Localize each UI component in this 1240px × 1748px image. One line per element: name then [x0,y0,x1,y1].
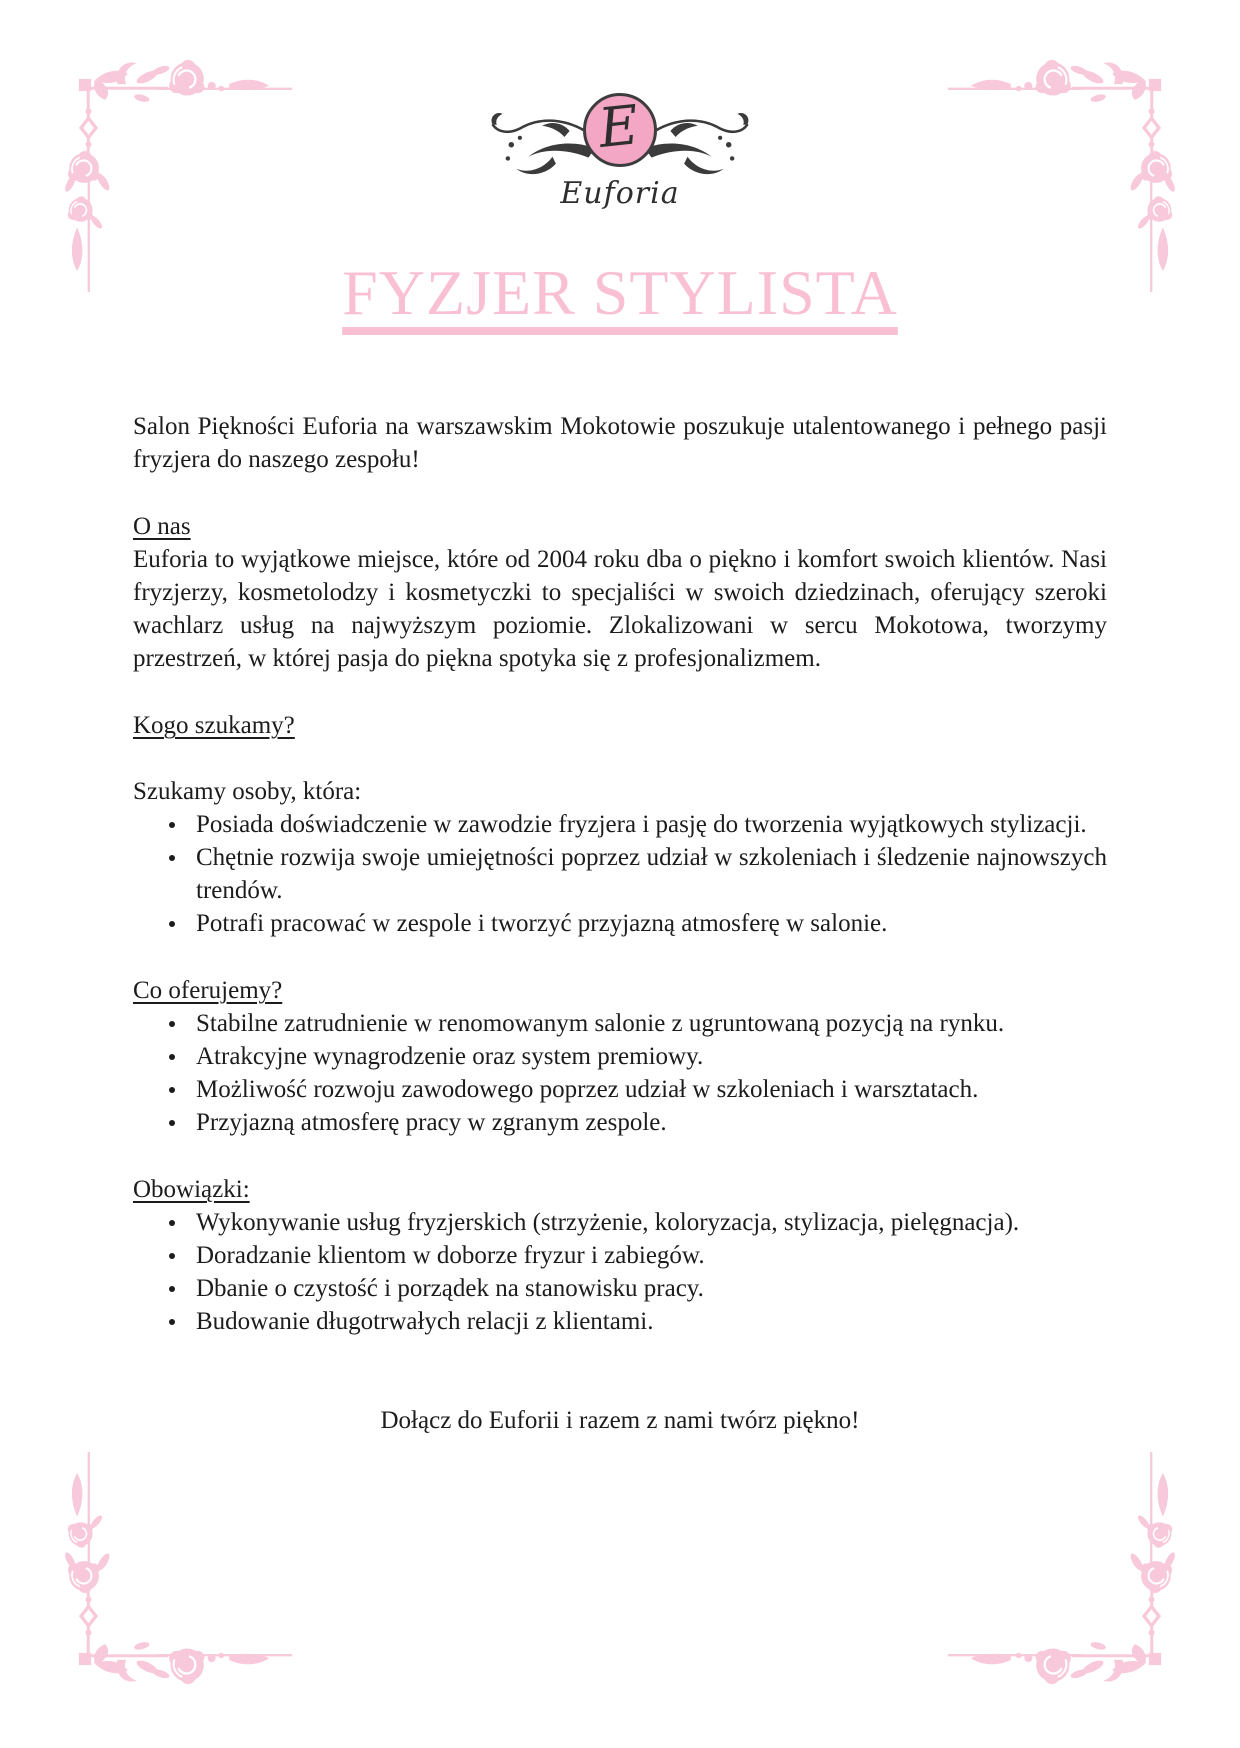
job-posting-body [0,410,1240,1437]
logo-wordmark: Euforia [560,176,680,211]
intro-paragraph: Salon Piękności Euforia na warszawskim Mokotowie poszukuje utalentowanego i pełnego pasji fryzjera do naszego zespołu! [133,413,1107,474]
floral-corner-bottom-left-icon [30,1452,292,1714]
bullet-item: Stabilne zatrudnienie w renomowanym salonie z ugruntowaną pozycją na rynku. [196,1007,1107,1040]
page-title: FYZJER STYLISTA [342,257,898,328]
bullet-item: Chętnie rozwija swoje umiejętności poprzez udział w szkoleniach i śledzenie najnowszych trendów. [196,841,1107,907]
bullet-list [133,1206,1107,1338]
section-lead: Szukamy osoby, która: [133,778,362,806]
bullet-item: Doradzanie klientom w doborze fryzur i zabiegów. [196,1239,1107,1272]
bullet-item: Atrakcyjne wynagrodzenie oraz system premiowy. [196,1040,1107,1073]
bullet-item: Posiada doświadczenie w zawodzie fryzjera i pasję do tworzenia wyjątkowych stylizacji. [196,808,1107,841]
bullet-list [133,808,1107,940]
flourish-right-icon [641,107,753,179]
section-heading: Co oferujemy? [133,977,283,1005]
bullet-list [133,1007,1107,1139]
job-section [133,1139,1107,1338]
sections-container [133,476,1107,1338]
floral-corner-bottom-right-icon [948,1452,1210,1714]
bullet-item: Dbanie o czystość i porządek na stanowisku pracy. [196,1272,1107,1305]
flourish-left-icon [487,107,599,179]
closing-line: Dołącz do Euforii i razem z nami twórz piękno! [380,1407,860,1435]
section-heading: Obowiązki: [133,1176,250,1204]
bullet-item: Potrafi pracować w zespole i tworzyć przyjazną atmosferę w salonie. [196,907,1107,940]
floral-corner-top-left-icon [30,30,292,292]
job-section [133,940,1107,1139]
floral-corner-top-right-icon [948,30,1210,292]
logo-monogram: E [596,93,642,160]
bullet-item: Przyjazną atmosferę pracy w zgranym zespole. [196,1106,1107,1139]
section-heading: O nas [133,513,191,541]
section-heading: Kogo szukamy? [133,712,295,740]
section-paragraph: Euforia to wyjątkowe miejsce, które od 2004 roku dba o piękno i komfort swoich klientów. Nasi fryzjerzy, kosmetolodzy i kosmetyczki to specjaliści w swoich dziedzinach, oferujący szeroki wachlarz usług na najwyższym poziomie. Zlokalizowani w sercu Mokotowa, tworzymy przestrzeń, w której pasja do piękna spotyka się z profesjonalizmem. [133,546,1107,673]
job-section [133,675,1107,940]
logo-monogram-circle [583,93,657,167]
bullet-item: Budowanie długotrwałych relacji z klientami. [196,1305,1107,1338]
bullet-item: Możliwość rozwoju zawodowego poprzez udział w szkoleniach i warsztatach. [196,1073,1107,1106]
job-section [133,476,1107,675]
bullet-item: Wykonywanie usług fryzjerskich (strzyżenie, koloryzacja, stylizacja, pielęgnacja). [196,1206,1107,1239]
